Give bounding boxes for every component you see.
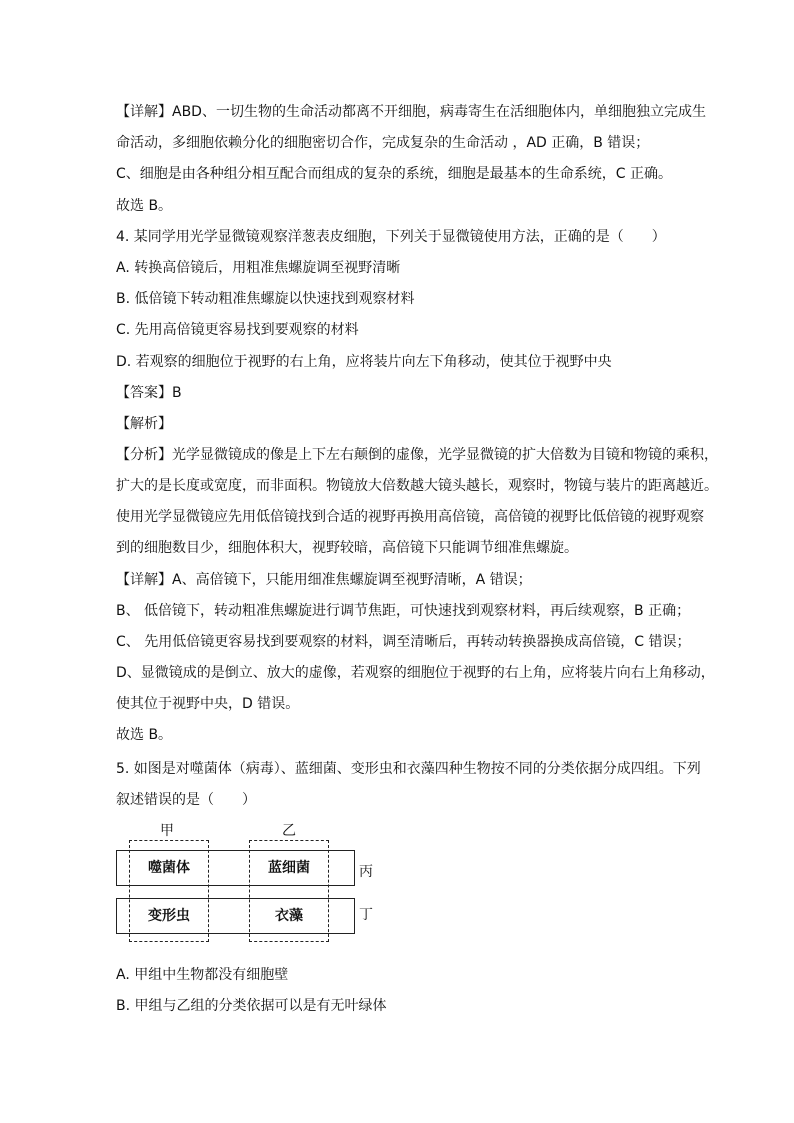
- group-label-ding: 丁: [359, 907, 373, 923]
- option-d: D. 若观察的细胞位于视野的右上角，应将装片向左下角移动，使其位于视野中央: [116, 354, 612, 370]
- text-line: 使用光学显微镜应先用低倍镜找到合适的视野再换用高倍镜，高倍镜的视野比低倍镜的视野观察: [116, 509, 704, 525]
- text-line: 扩大的是长度或宽度，而非面积。物镜放大倍数越大镜头越长，观察时，物镜与装片的距离越近。: [116, 478, 718, 494]
- q5-option-b: B. 甲组与乙组的分类依据可以是有无叶绿体: [116, 998, 387, 1014]
- question-5: 5. 如图是对噬菌体（病毒）、蓝细菌、变形虫和衣藻四种生物按不同的分类依据分成四组。下列: [116, 761, 701, 777]
- cell-chlamydomonas: 衣藻: [275, 908, 303, 924]
- text-line: 【详解】ABD、一切生物的生命活动都离不开细胞，病毒寄生在活细胞体内，单细胞独立完成生: [116, 104, 706, 120]
- text-line: B、 低倍镜下，转动粗准焦螺旋进行调节焦距，可快速找到观察材料，再后续观察，B 正确；: [116, 603, 691, 619]
- option-a: A. 转换高倍镜后，用粗准焦螺旋调至视野清晰: [116, 260, 401, 276]
- text-line: 使其位于视野中央，D 错误。: [116, 696, 300, 712]
- text-line: 故选 B。: [116, 727, 173, 743]
- text-line: C、细胞是由各种组分相互配合而组成的复杂的系统，细胞是最基本的生命系统，C 正确。: [116, 166, 672, 182]
- group-label-bing: 丙: [359, 864, 373, 880]
- cell-cyanobacteria: 蓝细菌: [268, 860, 310, 876]
- text-line: 叙述错误的是（ ）: [116, 792, 256, 808]
- classification-diagram: [116, 822, 396, 944]
- text-line: 故选 B。: [116, 198, 173, 214]
- group-label-yi: 乙: [282, 823, 296, 839]
- q5-option-a: A. 甲组中生物都没有细胞壁: [116, 967, 289, 983]
- answer: 【答案】B: [116, 385, 182, 401]
- group-box-yi: [249, 840, 329, 942]
- group-label-jia: 甲: [160, 823, 174, 839]
- option-c: C. 先用高倍镜更容易找到要观察的材料: [116, 322, 359, 338]
- text-line: 到的细胞数目少，细胞体积大，视野较暗，高倍镜下只能调节细准焦螺旋。: [116, 540, 578, 556]
- text-line: C、 先用低倍镜更容易找到要观察的材料，调至清晰后，再转动转换器换成高倍镜，C 错误；: [116, 634, 691, 650]
- group-box-jia: [129, 840, 209, 942]
- text-line: 【详解】A、高倍镜下，只能用细准焦螺旋调至视野清晰，A 错误；: [116, 572, 532, 588]
- option-b: B. 低倍镜下转动粗准焦螺旋以快速找到观察材料: [116, 291, 415, 307]
- text-line: 【分析】光学显微镜成的像是上下左右颠倒的虚像，光学显微镜的扩大倍数为目镜和物镜的乘积，: [116, 447, 718, 463]
- analysis-heading: 【解析】: [116, 416, 172, 432]
- text-line: D、显微镜成的是倒立、放大的虚像，若观察的细胞位于视野的右上角，应将装片向右上角移动，: [116, 665, 715, 681]
- text-line: 命活动，多细胞依赖分化的细胞密切合作，完成复杂的生命活动 ，AD 正确，B 错误；: [116, 135, 650, 151]
- cell-phage: 噬菌体: [148, 860, 190, 876]
- cell-amoeba: 变形虫: [148, 908, 190, 924]
- question-4: 4. 某同学用光学显微镜观察洋葱表皮细胞，下列关于显微镜使用方法，正确的是（ ）: [116, 229, 666, 245]
